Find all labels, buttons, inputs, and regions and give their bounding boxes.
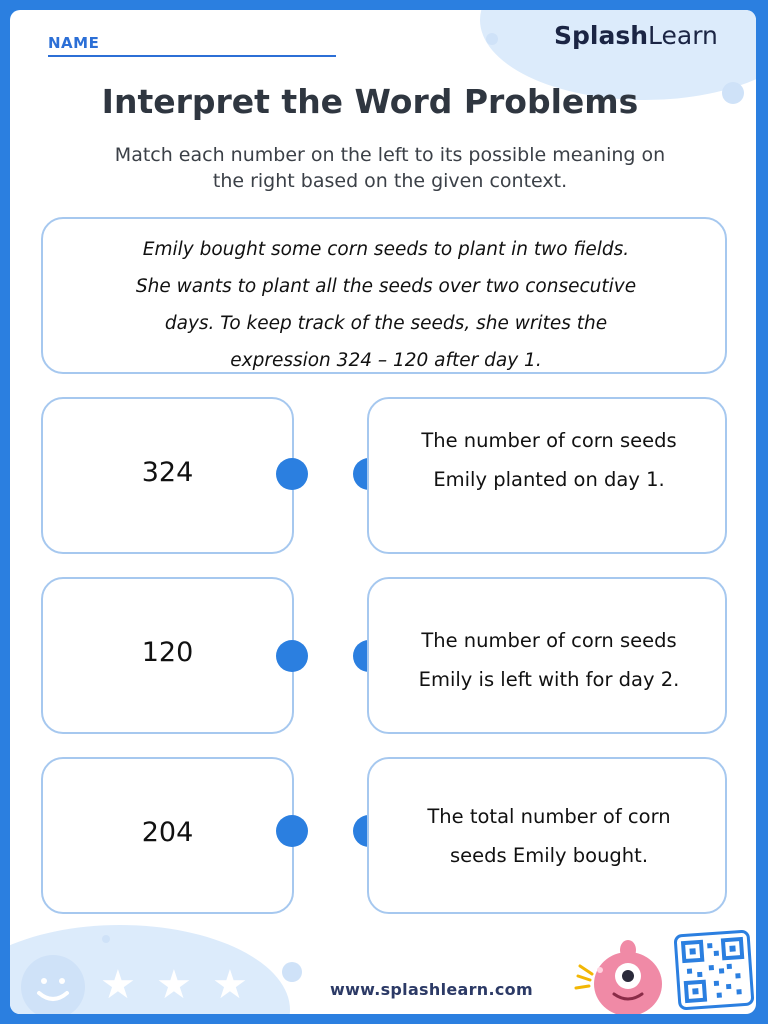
context-box: [41, 217, 727, 374]
number-value: 204: [141, 817, 194, 848]
decor-dot: [486, 33, 498, 45]
star-icon: ★: [156, 962, 192, 1008]
number-card: [41, 577, 294, 734]
number-card: [41, 757, 294, 914]
meaning-card: [367, 757, 727, 914]
context-text: Emily bought some corn seeds to plant in two fields. She wants to plant all the seeds over two consecutive days. To keep track of the seeds, she writes the expression 324 – 120 after day 1.: [135, 239, 637, 371]
star-icon: ★: [100, 962, 136, 1008]
instructions: Match each number on the left to its possible meaning on the right based on the given context.: [114, 144, 666, 192]
meaning-text: The number of corn seeds Emily is left with for day 2.: [418, 629, 680, 691]
decor-dot: [282, 962, 302, 982]
worksheet: [10, 10, 756, 1014]
meaning-card: [367, 577, 727, 734]
left-connector-dot[interactable]: [276, 458, 308, 490]
number-value: 120: [141, 637, 194, 668]
left-connector-dot[interactable]: [276, 815, 308, 847]
footer-url[interactable]: www.splashlearn.com: [330, 980, 533, 999]
meaning-text: The number of corn seeds Emily planted on day 1.: [421, 429, 677, 491]
number-card: [41, 397, 294, 554]
name-label: NAME: [48, 34, 100, 52]
qr-code-icon[interactable]: [673, 929, 754, 1010]
smiley-icon: [21, 955, 85, 1014]
star-icon: ★: [212, 962, 248, 1008]
left-connector-dot[interactable]: [276, 640, 308, 672]
number-value: 324: [141, 457, 194, 488]
mascot-icon: [570, 928, 670, 1014]
name-line[interactable]: [48, 55, 336, 57]
decor-dot: [102, 935, 110, 943]
meaning-card: [367, 397, 727, 554]
page-title: Interpret the Word Problems: [101, 82, 639, 121]
meaning-text: The total number of corn seeds Emily bought.: [427, 805, 671, 867]
brand-logo: SplashLearn: [554, 21, 718, 50]
